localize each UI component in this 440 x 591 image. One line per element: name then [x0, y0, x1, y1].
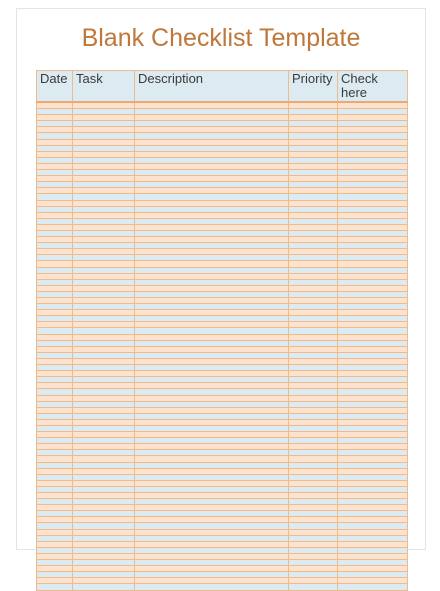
cell-date[interactable] — [37, 102, 73, 109]
column-header-date: Date — [37, 71, 73, 103]
cell-check-here[interactable] — [338, 584, 408, 590]
cell-priority[interactable] — [289, 584, 338, 590]
cell-description[interactable] — [135, 584, 289, 590]
cell-task[interactable] — [73, 584, 135, 590]
checklist-body — [37, 102, 408, 590]
cell-task[interactable] — [73, 102, 135, 109]
column-header-description: Description — [135, 71, 289, 103]
table-row — [37, 102, 408, 109]
page-title: Blank Checklist Template — [81, 24, 361, 52]
column-header-task: Task — [73, 71, 135, 103]
column-header-priority: Priority — [289, 71, 338, 103]
cell-description[interactable] — [135, 102, 289, 109]
checklist-table — [36, 70, 408, 591]
cell-date[interactable] — [37, 584, 73, 590]
cell-priority[interactable] — [289, 102, 338, 109]
document-page — [16, 8, 426, 550]
cell-check-here[interactable] — [338, 102, 408, 109]
table-row — [37, 584, 408, 590]
column-header-check-here: Check here — [338, 71, 408, 103]
checklist-header-row — [37, 71, 408, 103]
